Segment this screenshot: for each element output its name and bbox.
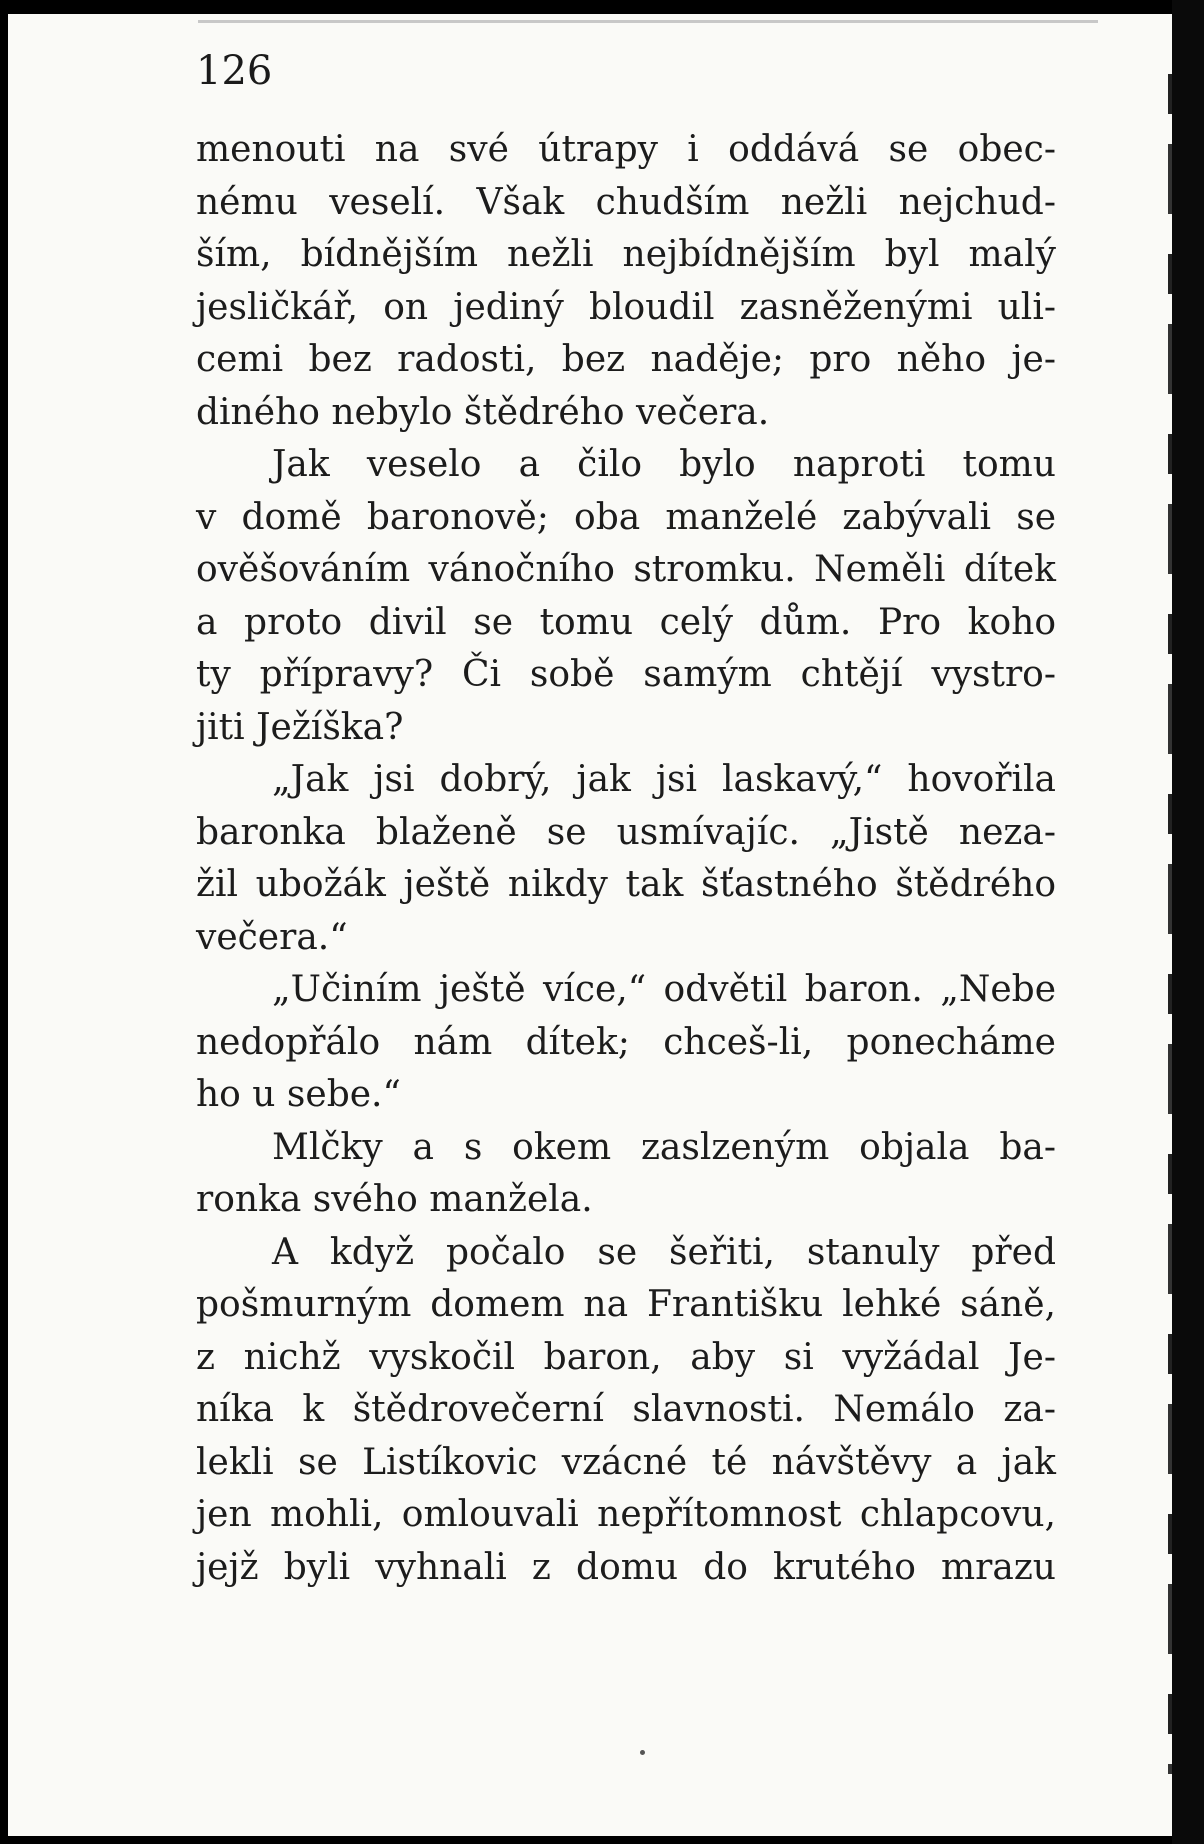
text-line: z nichž vyskočil baron, aby si vyžádal Je- xyxy=(196,1336,1056,1378)
paragraph xyxy=(196,1122,1056,1227)
text-line: ty přípravy? Či sobě samým chtějí vystro- xyxy=(196,654,1056,695)
paragraph xyxy=(196,124,1056,439)
text-line: jen mohli, omlouvali nepřítomnost chlapcovu, xyxy=(196,1494,1056,1535)
text-line: ším, bídnějším nežli nejbídnějším byl malý xyxy=(196,234,1056,275)
text-line: jejž byli vyhnali z domu do krutého mrazu xyxy=(196,1546,1056,1588)
text-line: v domě baronově; oba manželé zabývali se xyxy=(196,496,1056,538)
text-line: Mlčky a s okem zaslzeným objala ba- xyxy=(272,1126,1056,1168)
text-line: menouti na své útrapy i oddává se obec- xyxy=(196,129,1056,170)
text-line: diného nebylo štědrého večera. xyxy=(196,391,770,433)
text-line: lekli se Listíkovic vzácné té návštěvy a jak xyxy=(196,1441,1056,1483)
ink-speck xyxy=(640,1750,645,1755)
text-line: nedopřálo nám dítek; chceš-li, ponecháme xyxy=(196,1021,1056,1063)
text-line: baronka blaženě se usmívajíc. „Jistě neza- xyxy=(196,811,1056,853)
book-page xyxy=(8,14,1172,1836)
text-line: a proto divil se tomu celý dům. Pro koho xyxy=(196,601,1056,643)
text-line: ověšováním vánočního stromku. Neměli dítek xyxy=(196,549,1056,590)
text-line: jesličkář, on jediný bloudil zasněženými uli- xyxy=(196,286,1056,328)
text-line: jiti Ježíška? xyxy=(196,706,404,748)
paragraph xyxy=(196,964,1056,1122)
text-line: pošmurným domem na Františku lehké sáně, xyxy=(196,1284,1056,1325)
paragraph xyxy=(196,1227,1056,1595)
text-line: večera.“ xyxy=(196,916,348,958)
paragraph xyxy=(196,439,1056,754)
text-line: ronka svého manžela. xyxy=(196,1179,593,1220)
text-line: ho u sebe.“ xyxy=(196,1074,401,1115)
scan-edge xyxy=(1172,0,1204,1844)
text-line: „Učiním ještě více,“ odvětil baron. „Nebe xyxy=(272,969,1056,1010)
text-line: Jak veselo a čilo bylo naproti tomu xyxy=(272,444,1056,485)
text-line: níka k štědrovečerní slavnosti. Nemálo za- xyxy=(196,1389,1056,1430)
paragraph xyxy=(196,754,1056,964)
text-line: žil ubožák ještě nikdy tak šťastného štědrého xyxy=(196,864,1056,905)
text-line: „Jak jsi dobrý, jak jsi laskavý,“ hovořila xyxy=(272,759,1056,800)
text-line: nému veselí. Však chudším nežli nejchud- xyxy=(196,181,1056,223)
text-body xyxy=(196,124,1056,1594)
page-top-edge xyxy=(198,20,1098,23)
text-line: cemi bez radosti, bez naděje; pro něho je- xyxy=(196,339,1056,380)
text-line: A když počalo se šeřiti, stanuly před xyxy=(272,1231,1056,1273)
page-number: 126 xyxy=(196,48,273,94)
